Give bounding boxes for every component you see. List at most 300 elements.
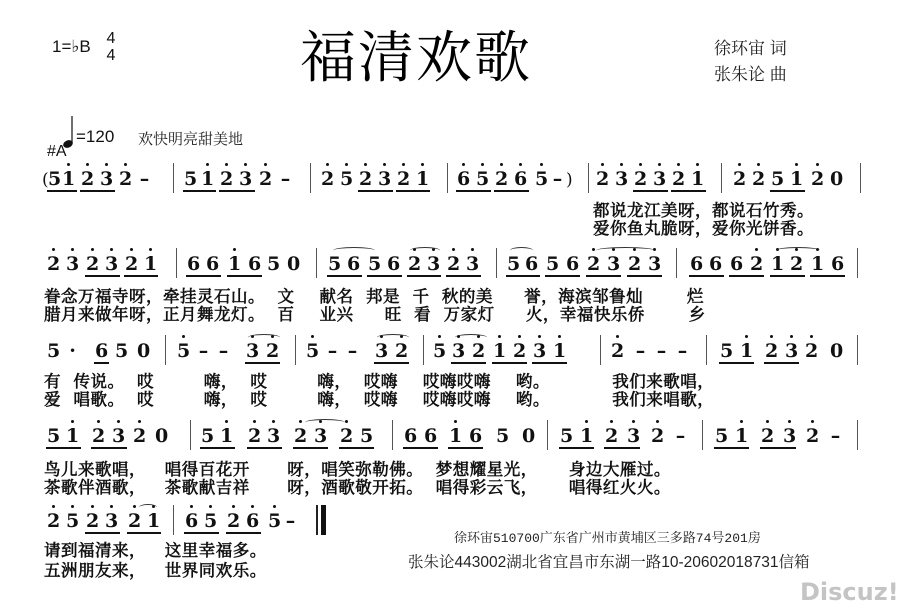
high-octave-dot [124,163,127,166]
open-paren: ( [42,170,49,190]
composer-credit: 张朱论 曲 [714,65,787,84]
note: 2 [359,169,372,189]
note: 3 [648,254,661,274]
high-octave-dot [601,163,604,166]
final-bar-thin [316,505,318,535]
high-octave-dot [149,248,152,251]
slur-arc [333,247,375,254]
note: 3 [246,341,259,361]
note: 5 [720,340,734,362]
eighth-underline [226,532,261,534]
sustain-dash: – [347,340,358,362]
note: 2 [47,254,60,274]
note: 3 [427,254,440,274]
eighth-underline [245,362,280,364]
high-octave-dot [592,248,595,251]
bar-line [857,248,858,278]
note: 3 [267,426,280,446]
note: 2 [765,341,778,361]
high-octave-dot [52,248,55,251]
high-octave-dot [790,335,793,338]
eighth-underline [184,532,219,534]
high-octave-dot [209,505,212,508]
high-octave-dot [610,420,613,423]
eighth-underline [506,275,540,277]
high-octave-dot [71,420,74,423]
note: 1 [449,426,462,446]
note: 3 [653,169,666,189]
note: 5 [184,168,198,190]
eighth-underline [127,532,161,534]
note: 3 [105,511,118,531]
lyric-line: 眷念万福寺呀，牵挂灵石山。 文 献名 邦是 千 秋的美 誉，海滨邹鲁灿 烂 [44,287,704,306]
high-octave-dot [632,420,635,423]
high-octave-dot [540,163,543,166]
note: 3 [314,426,327,446]
high-octave-dot [811,420,814,423]
eighth-underline [451,362,486,364]
note: 0 [137,340,151,362]
note: 6 [709,253,723,275]
sustain-dash: – [830,425,841,447]
slur-arc [776,247,820,254]
high-octave-dot [138,420,141,423]
note: 5 [267,253,281,275]
high-octave-dot [251,505,254,508]
note: 5 [340,169,353,189]
key-signature: 1=♭B [52,37,91,56]
lyric-line: 都说龙江美呀，都说石竹秀。 [593,201,814,220]
high-octave-dot [345,163,348,166]
note: 1 [771,254,784,274]
eighth-underline [492,362,527,364]
high-octave-dot [558,335,561,338]
note: 2 [806,426,819,446]
eighth-underline [94,362,109,364]
high-octave-dot [206,163,209,166]
expression-marking: 欢快明亮甜美地 [138,131,244,148]
note: 5 [433,341,446,361]
eighth-underline [770,190,805,192]
note: · [69,340,76,362]
eighth-underline [200,447,235,449]
note: 5 [476,169,489,189]
note: 2 [634,169,647,189]
bar-line [316,248,317,278]
sustain-dash: – [139,168,150,190]
high-octave-dot [326,163,329,166]
note: 1 [201,169,214,189]
eighth-underline [293,447,328,449]
time-signature-top: 4 [106,30,116,47]
note: 6 [514,169,527,189]
note: 3 [378,169,391,189]
high-octave-dot [264,163,267,166]
note: 5 [47,340,61,362]
bar-line [547,420,548,450]
note: 6 [187,253,201,275]
eighth-underline [124,275,158,277]
eighth-underline [604,447,640,449]
note: 3 [239,169,252,189]
high-octave-dot [105,163,108,166]
final-bar-thick [321,505,326,535]
credits [714,36,787,88]
note: 2 [587,254,600,274]
note: 5 [201,425,215,447]
eighth-underline [760,447,796,449]
high-octave-dot [770,335,773,338]
note: 1 [416,169,429,189]
note: 5 [560,425,574,447]
close-paren: ) [566,170,573,190]
note: 5 [535,169,548,189]
note: 3 [375,341,388,361]
lyric-line: 爱 唱歌。 哎 嗨， 哎 嗨， 哎嗨 哎嗨哎嗨 哟。 我们来唱歌， [44,390,715,409]
note: 1 [691,169,704,189]
staff-row [0,420,922,450]
staff-row [0,248,922,278]
note: 2 [611,341,624,361]
eighth-underline [494,190,529,192]
high-octave-dot [86,163,89,166]
note: 3 [627,426,640,446]
note: 1 [144,254,157,274]
high-octave-dot [244,163,247,166]
high-octave-dot [225,420,228,423]
lyric-line: 腊月来做年呀，正月舞龙灯。 百 业兴 旺 看 万家灯 火，幸福快乐侨 乡 [44,305,706,324]
bar-line [706,335,707,365]
high-octave-dot [91,505,94,508]
note: 2 [447,254,460,274]
note: 2 [321,169,334,189]
high-octave-dot [500,163,503,166]
note: 3 [66,254,79,274]
high-octave-dot [810,335,813,338]
note: 5 [306,341,319,361]
eighth-underline [374,362,409,364]
staff-row [0,335,922,365]
eighth-underline [446,275,481,277]
high-octave-dot [383,163,386,166]
high-octave-dot [766,420,769,423]
note: 1 [493,341,506,361]
high-octave-dot [788,420,791,423]
sustain-dash: – [635,340,646,362]
note: 6 [387,253,401,275]
eighth-underline [80,190,115,192]
note: 2 [472,341,485,361]
eighth-underline [339,447,374,449]
bar-line [857,335,858,365]
sustain-dash: – [285,510,296,532]
note: 6 [525,253,539,275]
high-octave-dot [438,335,441,338]
high-octave-dot [311,335,314,338]
note: 2 [47,511,60,531]
note: 2 [513,341,526,361]
eighth-underline [627,275,662,277]
bar-line [676,248,677,278]
note: 2 [81,169,94,189]
high-octave-dot [454,420,457,423]
high-octave-dot [233,248,236,251]
eighth-underline [186,275,221,277]
high-octave-dot [421,163,424,166]
note: 5 [48,168,62,190]
eighth-underline [719,362,754,364]
high-octave-dot [498,335,501,338]
note: 2 [805,341,818,361]
high-octave-dot [452,248,455,251]
high-octave-dot [110,505,113,508]
high-octave-dot [677,163,680,166]
note: 2 [811,169,824,189]
note: 6 [690,253,704,275]
note: 5 [546,253,560,275]
eighth-underline [85,532,120,534]
high-octave-dot [745,335,748,338]
note: 2 [119,169,132,189]
key-marker: #A [47,143,67,160]
note: 5 [368,253,382,275]
high-octave-dot [696,163,699,166]
high-octave-dot [740,420,743,423]
note: 3 [607,254,620,274]
high-octave-dot [345,420,348,423]
eighth-underline [91,447,127,449]
note: 6 [347,253,361,275]
slur-arc [455,334,487,341]
note: 0 [287,253,301,275]
note: 1 [553,341,566,361]
note: 5 [115,340,129,362]
eighth-underline [327,275,362,277]
sustain-dash: – [280,168,291,190]
lyric-line: 五洲朋友来， 世界同欢乐。 [44,561,267,580]
high-octave-dot [232,505,235,508]
lyric-line: 有 传说。 哎 嗨， 哎 嗨， 哎嗨 哎嗨哎嗨 哟。 我们来歌唱， [44,372,715,391]
lyricist-credit: 徐环宙 词 [714,39,787,58]
high-octave-dot [272,420,275,423]
bar-line [392,420,393,450]
note: 6 [95,340,109,362]
eighth-underline [729,275,764,277]
note: 2 [596,169,609,189]
high-octave-dot [97,420,100,423]
sustain-dash: – [198,340,209,362]
note: 3 [615,169,628,189]
note: 5 [496,425,510,447]
lyric-line: 茶歌伴酒歌， 茶歌献吉祥 呀，酒歌敬开拓。 唱得彩云飞， 唱得红火火。 [44,478,671,497]
eighth-underline [358,190,393,192]
note: 2 [495,169,508,189]
tempo-marking: =120 [76,127,115,146]
time-signature-bottom: 4 [106,47,116,64]
note: 2 [227,511,240,531]
eighth-underline [456,190,491,192]
note: 6 [424,425,438,447]
composer-address: 张朱论443002湖北省宜昌市东湖一路10-20602018731信箱 [408,554,810,571]
note: 1 [740,341,753,361]
note: 6 [457,169,470,189]
bar-line [721,163,722,193]
note: 5 [715,425,729,447]
bar-line [588,163,589,193]
note: 0 [830,340,844,362]
time-signature [104,30,118,64]
note: 2 [752,169,765,189]
note: 3 [533,341,546,361]
high-octave-dot [110,248,113,251]
eighth-underline [407,275,441,277]
bar-line [165,335,166,365]
high-octave-dot [225,163,228,166]
watermark-logo: Discuz! [800,578,899,606]
slur-arc [248,334,280,341]
note: 2 [133,426,146,446]
note: 2 [86,254,99,274]
note: 6 [730,253,744,275]
note: 6 [831,253,845,275]
eighth-underline [396,190,430,192]
bar-line [173,163,174,193]
high-octave-dot [471,248,474,251]
high-octave-dot [585,420,588,423]
note: 2 [761,426,774,446]
sustain-dash: – [677,340,688,362]
bar-line [310,163,311,193]
bar-line [496,248,497,278]
bar-line [447,163,448,193]
eighth-underline [689,275,724,277]
high-octave-dot [755,248,758,251]
note: 2 [605,426,618,446]
staff-row [0,163,922,193]
high-octave-dot [519,163,522,166]
note: 1 [580,426,593,446]
note: 6 [404,425,418,447]
eighth-underline [403,447,438,449]
eighth-underline [247,447,282,449]
note: 2 [395,341,408,361]
sustain-dash: – [327,340,338,362]
eighth-underline [633,190,668,192]
eighth-underline [367,275,402,277]
eighth-underline [183,190,216,192]
high-octave-dot [757,163,760,166]
note: 2 [220,169,233,189]
note: 2 [733,169,746,189]
note: 3 [785,341,798,361]
note: 0 [155,425,169,447]
high-octave-dot [273,505,276,508]
note: 3 [112,426,125,446]
note: 2 [628,254,641,274]
high-octave-dot [402,163,405,166]
bar-line [295,335,296,365]
note: 5 [204,511,217,531]
note: 0 [830,168,844,190]
high-octave-dot [816,163,819,166]
eighth-underline [227,275,262,277]
slur-arc [305,419,345,426]
high-octave-dot [71,248,74,251]
note: 6 [469,425,483,447]
note: 1 [790,169,803,189]
slur-arc [596,247,655,254]
high-octave-dot [299,420,302,423]
high-octave-dot [182,335,185,338]
note: 6 [206,253,220,275]
note: 2 [790,254,803,274]
note: 6 [248,253,262,275]
high-octave-dot [538,335,541,338]
note: 5 [328,253,342,275]
note: 2 [128,511,141,531]
slur-arc [510,247,533,254]
eighth-underline [47,190,77,192]
high-octave-dot [117,420,120,423]
eighth-underline [448,447,483,449]
high-octave-dot [71,505,74,508]
sustain-dash: – [656,340,667,362]
slur-arc [410,247,440,254]
eighth-underline [586,275,621,277]
note: 3 [783,426,796,446]
sustain-dash: – [675,425,686,447]
note: 3 [100,169,113,189]
high-octave-dot [616,335,619,338]
lyric-line: 爱你鱼丸脆呀，爱你光饼香。 [593,219,814,238]
bar-line [702,420,703,450]
eighth-underline [714,447,749,449]
note: 5 [177,341,190,361]
high-octave-dot [658,163,661,166]
note: 5 [507,253,521,275]
note: 5 [66,511,79,531]
high-octave-dot [190,505,193,508]
note: 2 [259,169,272,189]
bar-line [190,420,191,450]
lyric-line: 鸟儿来歌唱， 唱得百花开 呀，唱笑弥勒佛。 梦想耀星光， 身边大雁过。 [44,460,671,479]
high-octave-dot [91,248,94,251]
note: 2 [340,426,353,446]
eighth-underline [219,190,255,192]
high-octave-dot [67,163,70,166]
note: 1 [228,254,241,274]
high-octave-dot [462,163,465,166]
note: 6 [566,253,580,275]
note: 2 [672,169,685,189]
note: 3 [466,254,479,274]
high-octave-dot [481,163,484,166]
note: 1 [811,254,824,274]
high-octave-dot [364,163,367,166]
lyricist-address: 徐环宙510700广东省广州市黄埔区三多路74号201房 [454,531,761,546]
high-octave-dot [518,335,521,338]
high-octave-dot [52,505,55,508]
note: 2 [125,254,138,274]
high-octave-dot [795,163,798,166]
note: 2 [651,426,664,446]
note: 2 [397,169,410,189]
bar-line [423,335,424,365]
note: 1 [62,169,75,189]
eighth-underline [810,275,845,277]
sustain-dash: – [552,168,563,190]
high-octave-dot [639,163,642,166]
